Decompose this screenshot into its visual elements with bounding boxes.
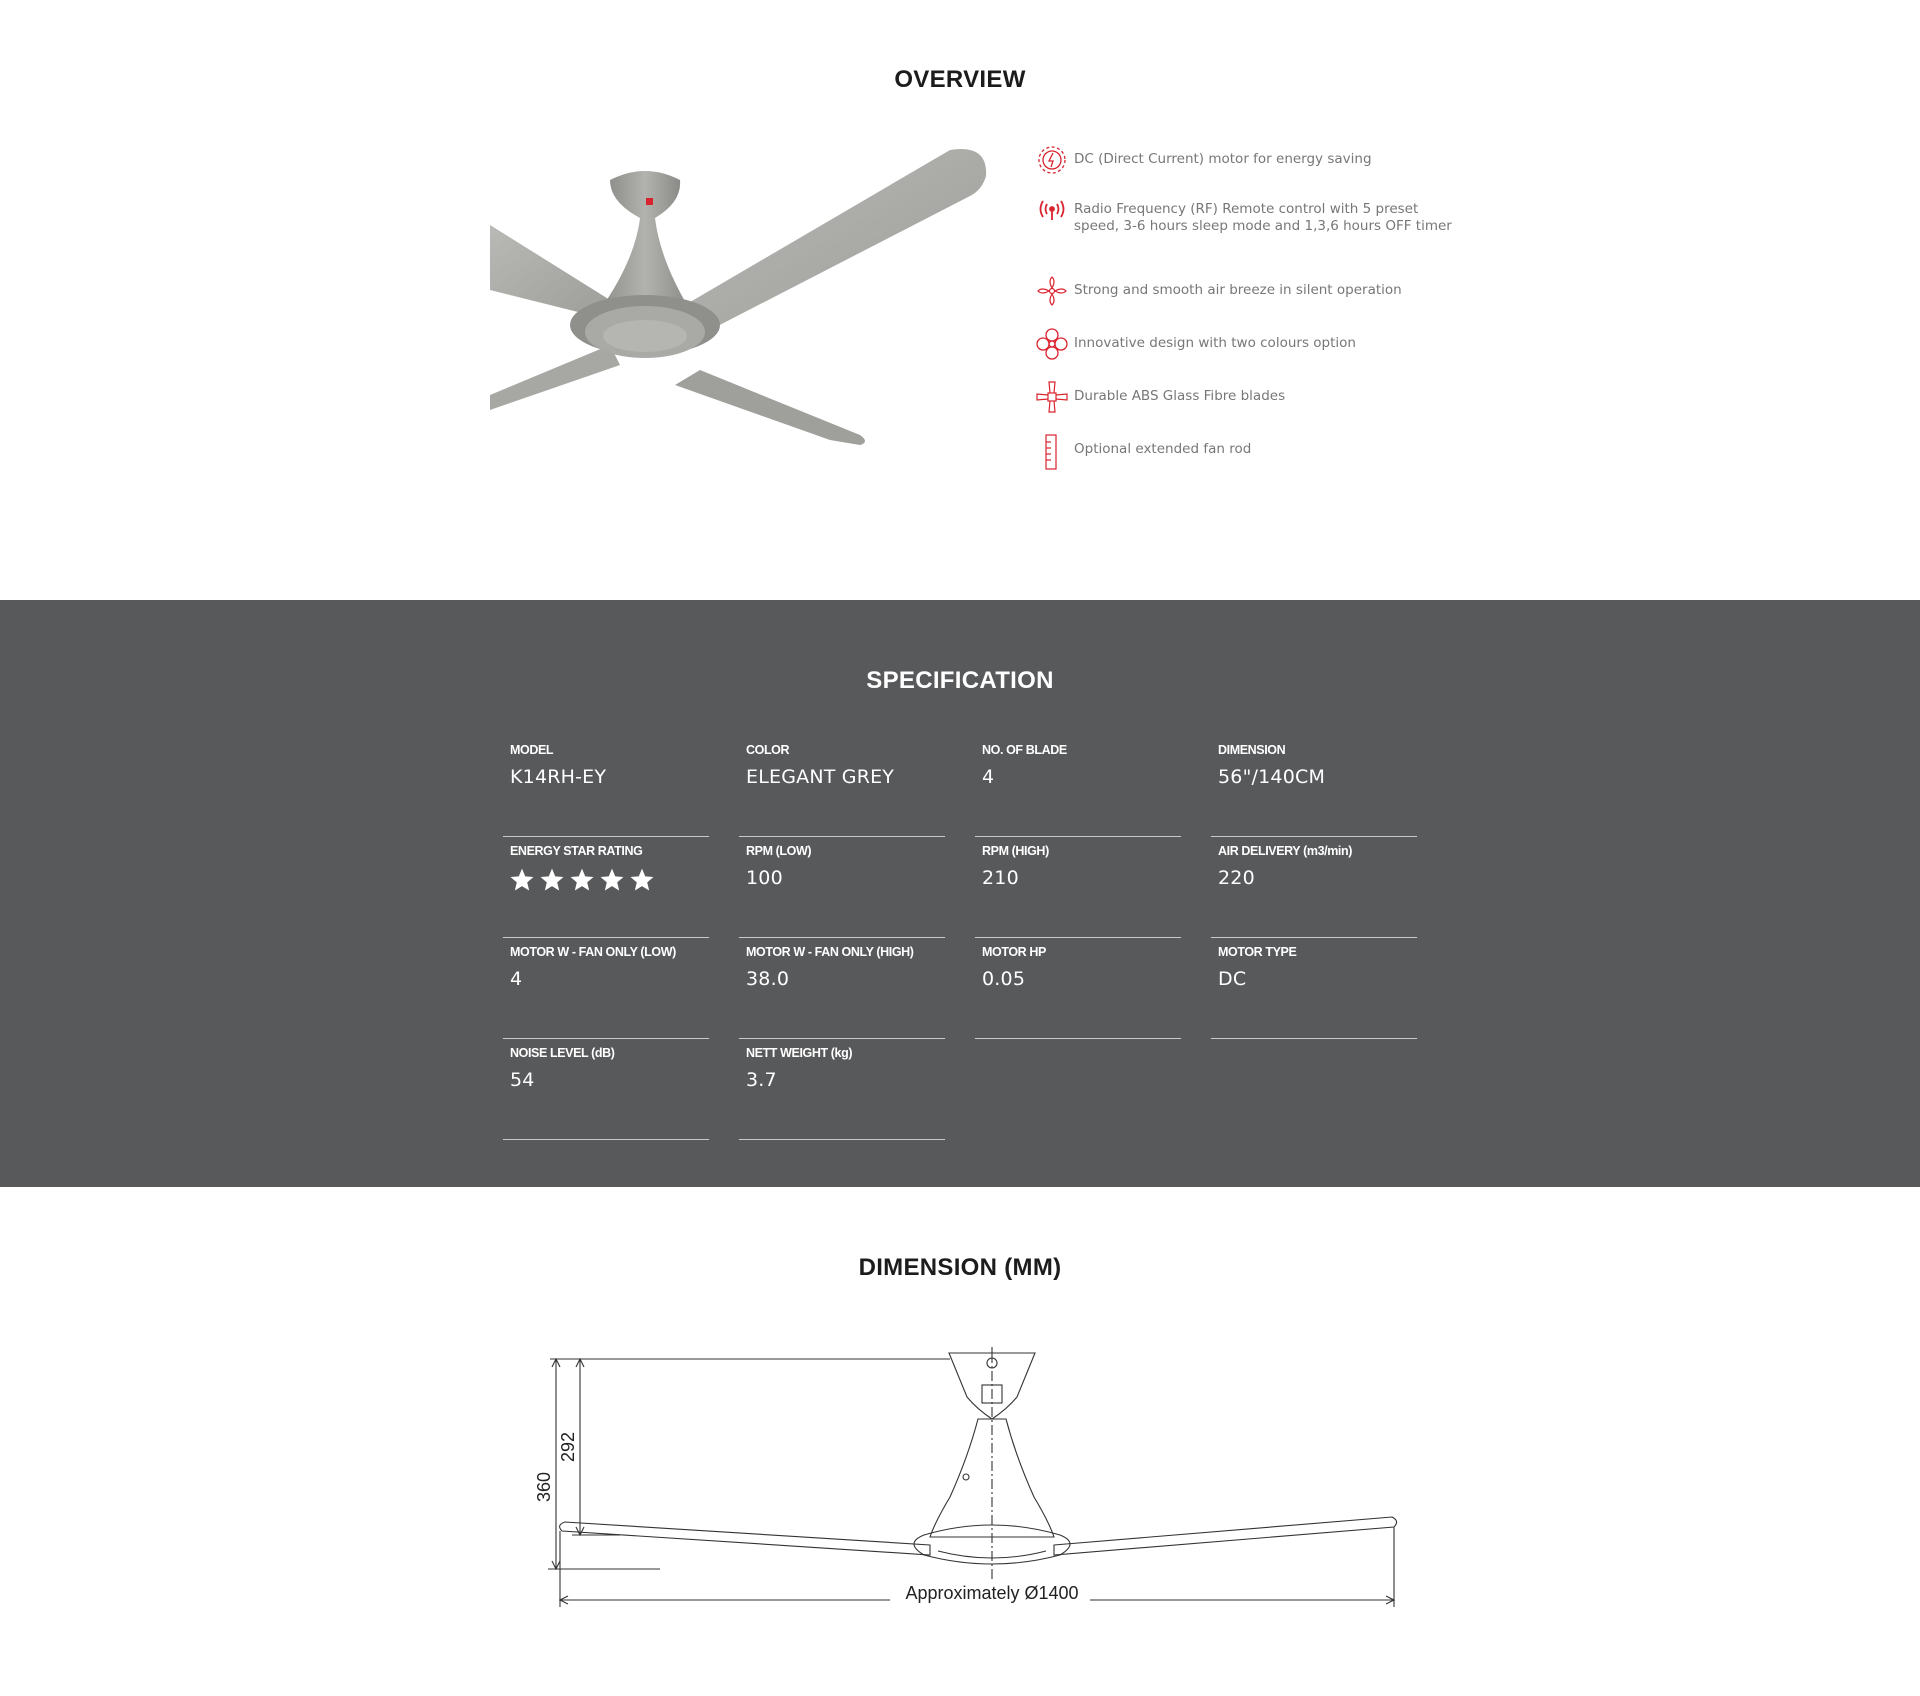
spec-label: MOTOR TYPE	[1218, 945, 1297, 959]
fan-rod-icon	[1030, 432, 1074, 472]
spec-item	[503, 736, 709, 837]
spec-item	[503, 837, 709, 938]
motor-height-label: 292	[558, 1431, 578, 1463]
spec-value: ELEGANT GREY	[746, 766, 895, 788]
spec-value: 4	[510, 968, 523, 990]
air-breeze-icon	[1030, 273, 1074, 313]
spec-label: DIMENSION	[1218, 743, 1286, 757]
dc-motor-icon	[1030, 142, 1074, 182]
feature-item	[1030, 273, 1454, 313]
spec-item	[975, 736, 1181, 837]
overview-section	[0, 0, 1920, 600]
feature-text: Durable ABS Glass Fibre blades	[1074, 388, 1286, 404]
star-icon	[599, 867, 625, 893]
feature-text: DC (Direct Current) motor for energy saving	[1074, 151, 1372, 167]
spec-label: MOTOR W - FAN ONLY (LOW)	[510, 945, 676, 959]
spec-label: AIR DELIVERY (m3/min)	[1218, 844, 1352, 858]
spec-value: 100	[746, 867, 783, 889]
overview-title: OVERVIEW	[894, 66, 1026, 93]
spec-label: ENERGY STAR RATING	[510, 844, 643, 858]
spec-item	[739, 938, 945, 1039]
spec-item	[739, 837, 945, 938]
feature-text: Optional extended fan rod	[1074, 441, 1252, 457]
spec-label: RPM (LOW)	[746, 844, 812, 858]
spec-item	[1211, 837, 1417, 938]
dimension-title: DIMENSION (MM)	[858, 1254, 1062, 1281]
spec-item	[503, 938, 709, 1039]
spec-item	[975, 938, 1181, 1039]
spec-label: NO. OF BLADE	[982, 743, 1067, 757]
spec-value: 220	[1218, 867, 1255, 889]
spec-value: 0.05	[982, 968, 1026, 990]
spec-value: 3.7	[746, 1069, 777, 1091]
dimension-drawing	[520, 1337, 1400, 1617]
dimension-section	[0, 1187, 1920, 1696]
feature-item	[1030, 192, 1454, 234]
feature-item	[1030, 432, 1454, 472]
spec-value: 38.0	[746, 968, 790, 990]
star-icon	[539, 867, 565, 893]
spec-value: 4	[982, 766, 995, 788]
spec-label: MOTOR W - FAN ONLY (HIGH)	[746, 945, 914, 959]
blade-icon	[1030, 379, 1074, 419]
feature-text: Innovative design with two colours option	[1074, 335, 1356, 351]
spec-item	[1211, 736, 1417, 837]
spec-item	[739, 736, 945, 837]
overall-height-label: 360	[534, 1471, 554, 1503]
spec-label: MOTOR HP	[982, 945, 1046, 959]
energy-star-rating	[509, 867, 655, 893]
feature-item	[1030, 326, 1454, 366]
spec-item	[1211, 938, 1417, 1039]
spec-label: RPM (HIGH)	[982, 844, 1049, 858]
spec-item	[975, 837, 1181, 938]
feature-item	[1030, 142, 1454, 182]
star-icon	[569, 867, 595, 893]
spec-item	[503, 1039, 709, 1140]
feature-text: Radio Frequency (RF) Remote control with 5 preset speed, 3-6 hours sleep mode and 1,3,6 hours OFF timer	[1074, 201, 1452, 234]
spec-item	[739, 1039, 945, 1140]
specification-title: SPECIFICATION	[866, 667, 1054, 694]
design-fan-icon	[1030, 326, 1074, 366]
diameter-label: Approximately Ø1400	[905, 1583, 1079, 1603]
spec-value: 56"/140CM	[1218, 766, 1326, 788]
feature-text: Strong and smooth air breeze in silent operation	[1074, 282, 1402, 298]
spec-value: 210	[982, 867, 1019, 889]
spec-value: DC	[1218, 968, 1247, 990]
feature-item	[1030, 379, 1454, 419]
remote-signal-icon	[1030, 192, 1074, 232]
spec-label: COLOR	[746, 743, 790, 757]
star-icon	[629, 867, 655, 893]
spec-value: K14RH-EY	[510, 766, 607, 788]
star-icon	[509, 867, 535, 893]
ceiling-fan-image	[490, 140, 990, 450]
spec-label: NOISE LEVEL (dB)	[510, 1046, 615, 1060]
spec-label: MODEL	[510, 743, 554, 757]
spec-label: NETT WEIGHT (kg)	[746, 1046, 853, 1060]
spec-value: 54	[510, 1069, 535, 1091]
specification-section	[0, 600, 1920, 1187]
